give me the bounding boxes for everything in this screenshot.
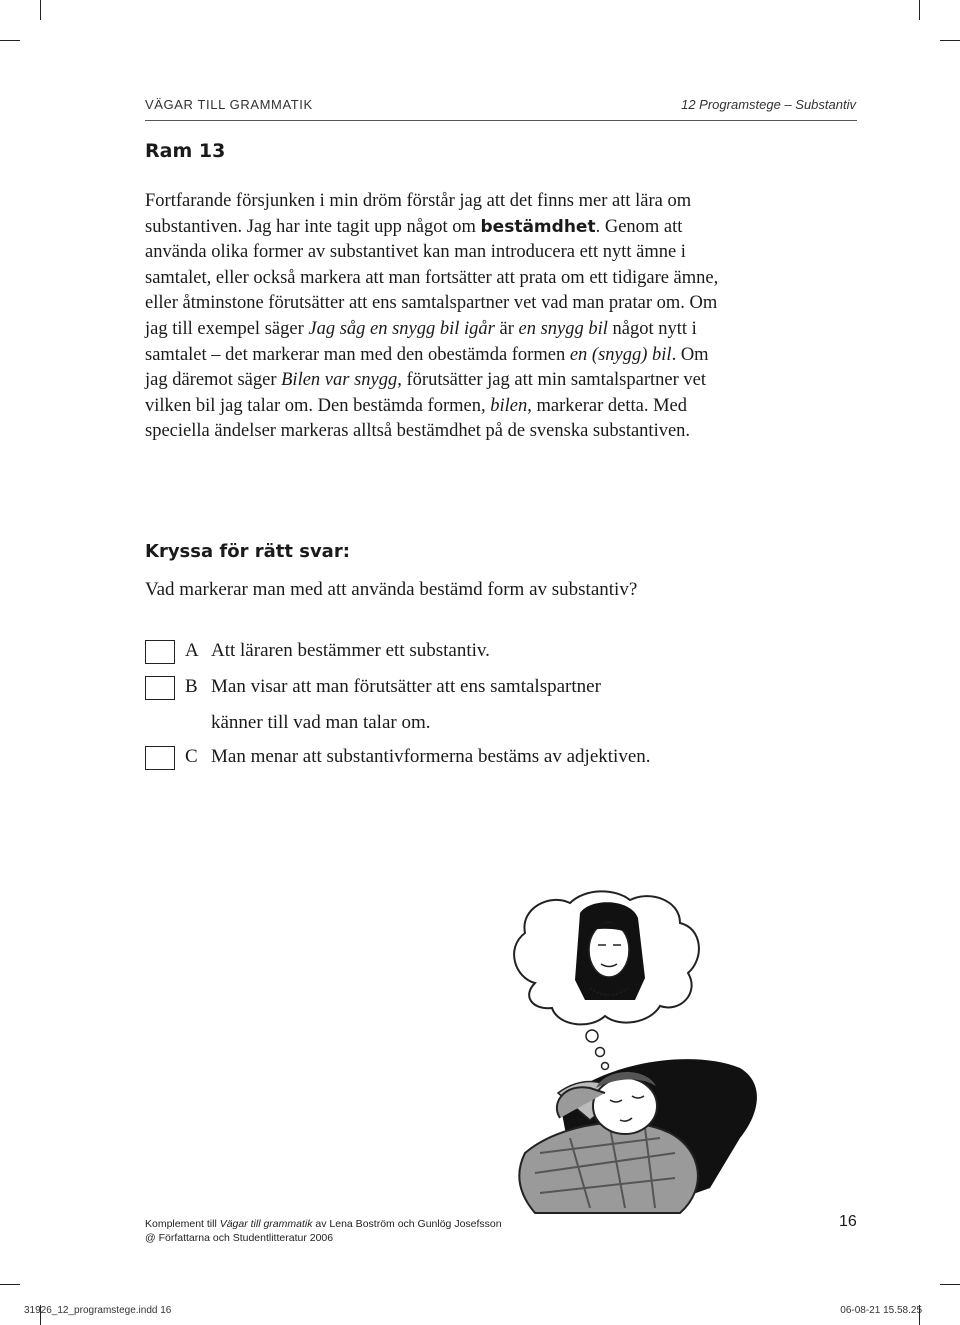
example-phrase: bilen [490,395,528,416]
intro-text: , markerar detta. Med speciella ändelser markeras alltså bestämdhet på de svenska substantiven. [145,395,691,442]
checkbox-option-c[interactable] [145,746,175,770]
credit-line [145,1217,502,1231]
crop-mark [0,1284,20,1285]
checkbox-option-a[interactable] [145,640,175,664]
option-letter: C [185,746,198,767]
question-text: Vad markerar man med att använda bestämd form av substantiv? [145,579,638,600]
example-phrase: Bilen var snygg [281,370,398,391]
crop-mark [919,0,920,20]
footer-credit [145,1217,502,1245]
key-term: bestämdhet [480,216,596,237]
crop-mark [40,0,41,20]
option-letter: A [185,640,199,661]
example-phrase: en snygg bil [518,318,608,339]
option-letter: B [185,676,198,697]
credit-prefix: Komplement till [145,1218,220,1230]
crop-mark [940,1284,960,1285]
running-header-title: VÄGAR TILL GRAMMATIK [145,97,313,112]
crop-mark [0,40,20,41]
dreaming-man-illustration [440,888,770,1218]
credit-book-title: Vägar till grammatik [219,1218,313,1230]
intro-text: . Genom att använda olika former av substantivet kan man introducera ett nytt ämne i samtalet, eller också markera att man fortsätter att prata om ett tidigare ämne, eller åtminstone förutsätter att ens samtalspartner vet vad man pratar om. Om jag till exempel säger [145,216,719,339]
task-heading: Kryssa för rätt svar: [145,541,350,562]
page-number: 16 [839,1213,857,1230]
print-slug-file: 31926_12_programstege.indd 16 [24,1305,172,1316]
option-text: Man visar att man förutsätter att ens samtalspartner [211,676,601,697]
intro-text: är [494,318,519,339]
option-text: Man menar att substantivformerna bestäms av adjektiven. [211,746,651,767]
example-phrase: Jag såg en snygg bil igår [308,318,495,339]
option-text: Att läraren bestämmer ett substantiv. [211,640,490,661]
intro-text: . Om jag däremot säger [145,344,709,391]
running-header-chapter: 12 Programstege – Substantiv [681,97,856,112]
frame-title: Ram 13 [145,140,226,162]
header-rule [145,120,857,121]
crop-mark [940,40,960,41]
intro-paragraph [145,189,735,445]
checkbox-option-b[interactable] [145,676,175,700]
intro-text: Fortfarande försjunken i min dröm förstår jag att det finns mer att lära om substantiven. Jag har inte tagit upp något om [145,191,692,237]
example-phrase: en (snygg) bil [569,344,672,365]
copyright-line: @ Författarna och Studentlitteratur 2006 [145,1232,334,1244]
intro-text: , förutsätter jag att min samtalspartner vet vilken bil jag talar om. Den bestämda formen, [145,370,706,416]
woman-portrait-icon [575,902,645,1000]
credit-authors: av Lena Boström och Gunlög Josefsson [312,1218,502,1230]
print-slug-timestamp: 06-08-21 15.58.25 [840,1305,922,1316]
option-text-continued: känner till vad man talar om. [211,712,431,733]
intro-text: något nytt i samtalet – det markerar man med den obestämda formen [145,318,697,365]
